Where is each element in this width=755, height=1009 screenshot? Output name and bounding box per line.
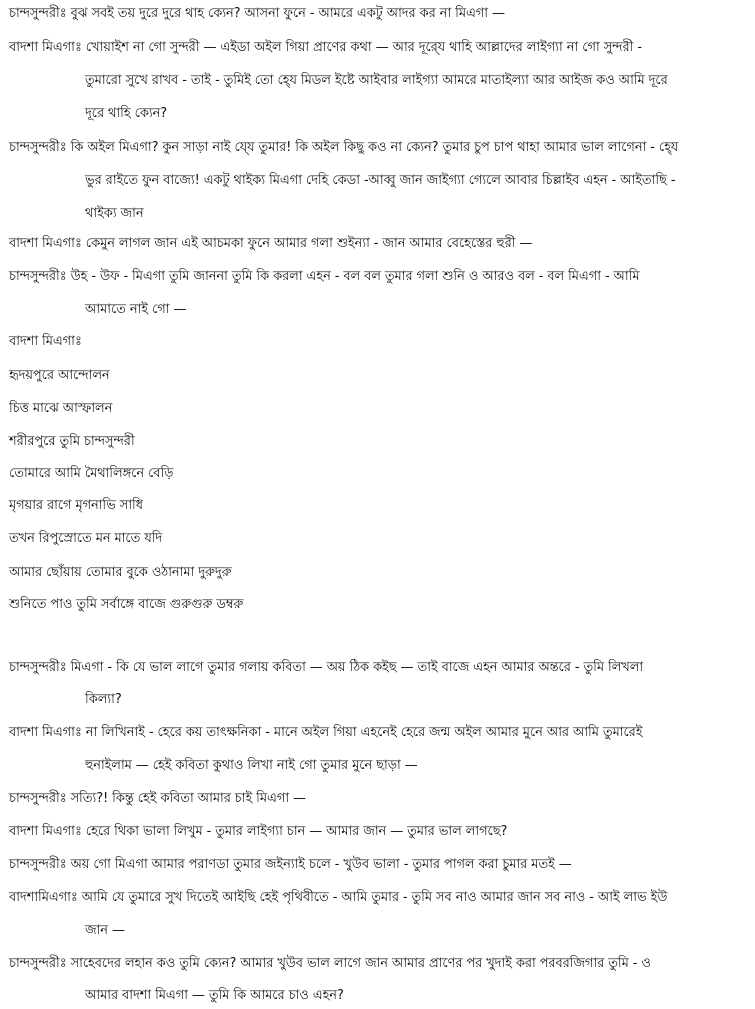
poem-line: শরীরপুরে তুমি চান্দসুন্দরী	[9, 434, 135, 449]
text-line: চান্দসুন্দরীঃ সাহেবদের লহান কও তুমি ক্যেন? আমার খুউব ভাল লাগে জান আমার প্রাণের পর খুদাই করা পরবরজিগার তুমি - ও	[9, 956, 651, 971]
speaker-label: বাদশা মিএগাঃ	[9, 334, 82, 349]
text-line: চান্দসুন্দরীঃ অয় গো মিএগা আমার পরাণডা তুমার জইন্যাই চলে - খুউব ভালা - তুমার পাগল করা চুমার মতই —	[9, 857, 572, 872]
poem-line: মৃগয়ার রাগে মৃগনাভি সাধি	[9, 498, 143, 513]
text-line: চান্দসুন্দরীঃ সত্যি?! কিন্তু হেই কবিতা আমার চাই মিএগা —	[9, 791, 306, 806]
text-line: জান —	[85, 923, 125, 938]
text-line: হুনাইলাম — হেই কবিতা কুথাও লিখা নাই গো তুমার মুনে ছাড়া —	[85, 758, 418, 773]
text-line: চান্দসুন্দরীঃ বুঝ সবই তয় দুরে দুরে থাহ ক্যেন? আসনা ফুনে - আমরে একটু আদর কর না মিএগা —	[9, 6, 505, 21]
text-line: বাদশা মিএগাঃ হেরে থিকা ভালা লিখুম - তুমার লাইগ্যা চান — আমার জান — তুমার ভাল লাগছে?	[9, 824, 508, 839]
text-line: তুমারো সুখে রাখব - তাই - তুমিই তো হে্য মিডল ইষ্টে আইবার লাইগ্যা আমরে মাতাইল্যা আর আইজ কও আমি দূরে	[85, 73, 668, 88]
poem-line: তখন রিপুস্রোতে মন মাতে যদি	[9, 531, 163, 546]
text-line: বাদশামিএগাঃ আমি যে তুমারে সুখ দিতেই আইছি হেই পৃথিবীতে - আমি তুমার - তুমি সব নাও আমার জান সব নাও - আই লাভ ইউ	[9, 890, 668, 905]
text-line: বাদশা মিএগাঃ কেমুন লাগল জান এই আচমকা ফুনে আমার গলা শুইন্যা - জান আমার বেহেস্তের হুরী —	[9, 236, 533, 251]
poem-line: শুনিতে পাও তুমি সর্বাঙ্গে বাজে গুরুগুরু ডম্বরু	[9, 597, 244, 612]
poem-line: হৃদয়পুরে আন্দোলন	[9, 368, 110, 383]
text-line: দূরে থাহি ক্যেন?	[85, 106, 168, 121]
text-line: বাদশা মিএগাঃ না লিখিনাই - হেরে কয় তাৎক্ষনিকা - মানে অইল গিয়া এহনেই হেরে জন্ম অইল আমার মুনে আর আমি তুমারেই	[9, 725, 643, 740]
poem-line: আমার ছোঁয়ায় তোমার বুকে ওঠানামা দুরুদুরু	[9, 565, 232, 580]
text-line: কিল্যা?	[85, 692, 122, 707]
text-line: থাইক্য জান	[85, 206, 144, 221]
text-line: বাদশা মিএগাঃ খোয়াইশ না গো সুন্দরী — এইডা অইল গিয়া প্রাণের কথা — আর দূরে্য থাহি আল্লাদের লাইগ্যা না গো সুন্দরী -	[9, 40, 642, 55]
text-line: চান্দসুন্দরীঃ কি অইল মিএগা? কুন সাড়া নাই যে্য তুমার! কি অইল কিছু কও না ক্যেন? তুমার চুপ চাপ থাহা আমার ভাল লাগেনা - হে্য	[9, 140, 679, 155]
text-line: আমাতে নাই গো —	[85, 302, 187, 317]
text-line: চান্দসুন্দরীঃ মিএগা - কি যে ভাল লাগে তুমার গলায় কবিতা — অয় ঠিক কইছ — তাই বাজে এহন আমার অন্তরে - তুমি লিখলা	[9, 660, 644, 675]
text-line: ভুর রাইতে ফুন বাজ্যে! একটু থাইক্য মিএগা দেহি কেডা -আব্বু জান জাইগ্যা গ্যেলে আবার চিল্লাইব এহন - আইতাছি -	[85, 173, 676, 188]
text-line: চান্দসুন্দরীঃ উহ - উফ - মিএগা তুমি জাননা তুমি কি করলা এহন - বল বল তুমার গলা শুনি ও আরও বল - বল মিএগা - আমি	[9, 269, 640, 284]
text-line: আমার বাদশা মিএগা — তুমি কি আমরে চাও এহন?	[85, 988, 344, 1003]
poem-line: তোমারে আমি মৈথালিঙ্গনে বেড়ি	[9, 466, 174, 481]
poem-line: চিত্ত মাঝে আস্ফালন	[9, 401, 113, 416]
